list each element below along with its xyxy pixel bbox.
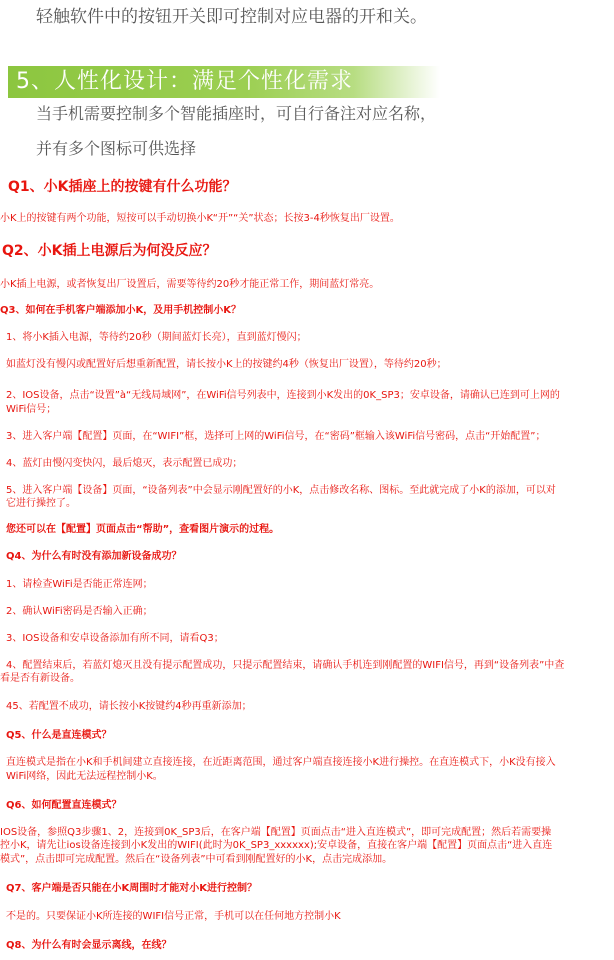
- faq-q7-title: Q7、客户端是否只能在小K周围时才能对小K进行控制？: [6, 883, 257, 894]
- intro-line-top: 轻触软件中的按钮开关即可控制对应电器的开和关。: [36, 7, 427, 27]
- faq-q3-title: Q3、如何在手机客户端添加小K，及用手机控制小K？: [0, 305, 241, 316]
- faq-q6-answer-line-3: 模式”，点击即可完成配置。然后在“设备列表”中可看到刚配置好的小K，点击完成添加。: [0, 854, 393, 865]
- faq-q4-item-1: 1、请检查WiFi是否能正常连网；: [6, 579, 153, 590]
- faq-q4-item-5: 45、若配置不成功，请长按小K按键约4秒再重新添加；: [6, 701, 252, 712]
- faq-q3-help-tip: 您还可以在【配置】页面点击“帮助”，查看图片演示的过程。: [6, 524, 280, 535]
- faq-q3-step-1-note: 如蓝灯没有慢闪或配置好后想重新配置，请长按小K上的按键约4秒（恢复出厂设置），等待约20秒；: [6, 359, 447, 370]
- faq-q2-answer: 小K插上电源，或者恢复出厂设置后，需要等待约20秒才能正常工作，期间蓝灯常亮。: [0, 279, 380, 290]
- faq-q4-title: Q4、为什么有时没有添加新设备成功？: [6, 551, 182, 562]
- faq-q3-step-4: 4、蓝灯由慢闪变快闪，最后熄灭，表示配置已成功；: [6, 458, 243, 469]
- faq-q4-item-4-line-1: 4、配置结束后，若蓝灯熄灭且没有提示配置成功，只提示配置结束，请确认手机连到刚配置的WIFI信号，再到“设备列表”中查: [6, 660, 565, 671]
- faq-q2-title: Q2、小K插上电源后为何没反应？: [2, 243, 217, 259]
- faq-q6-answer-line-2: 控小K，请先让ios设备连接到小K发出的WIFI(此时为0K_SP3_xxxxxx);安卓设备，直接在客户端【配置】页面点击“进入直连: [0, 840, 553, 851]
- faq-q6-answer-line-1: IOS设备，参照Q3步骤1、2，连接到0K_SP3后，在客户端【配置】页面点击“进入直连模式”，即可完成配置；然后若需要操: [0, 827, 552, 838]
- faq-q1-title: Q1、小K插座上的按键有什么功能？: [8, 179, 237, 195]
- faq-q3-step-3: 3、进入客户端【配置】页面，在“WIFI”框，选择可上网的WiFi信号，在“密码”框输入该WiFi信号密码，点击“开始配置”；: [6, 431, 546, 442]
- faq-q3-step-2-line-1: 2、IOS设备，点击“设置”à“无线局域网”，在WiFi信号列表中，连接到小K发出的0K_SP3；安卓设备，请确认已连到可上网的: [6, 390, 560, 401]
- faq-q4-item-4-line-2: 看是否有新设备。: [0, 673, 80, 684]
- faq-q5-title: Q5、什么是直连模式？: [6, 730, 112, 741]
- faq-q5-answer-line-2: WiFi网络，因此无法远程控制小K。: [6, 771, 163, 782]
- faq-q6-title: Q6、如何配置直连模式？: [6, 800, 122, 811]
- faq-q8-title: Q8、为什么有时会显示离线，在线？: [6, 940, 172, 951]
- faq-q5-answer-line-1: 直连模式是指在小K和手机间建立直接连接，在近距离范围，通过客户端直接连接小K进行操控。在直连模式下，小K没有接入: [6, 757, 556, 768]
- faq-q4-item-3: 3、IOS设备和安卓设备添加有所不同，请看Q3；: [6, 633, 224, 644]
- section-desc-line-2: 并有多个图标可供选择: [36, 139, 197, 158]
- faq-q3-step-5-line-2: 它进行操控了。: [6, 498, 76, 509]
- faq-q3-step-5-line-1: 5、进入客户端【设备】页面，“设备列表”中会显示刚配置好的小K，点击修改名称、图标。至此就完成了小K的添加，可以对: [6, 485, 556, 496]
- faq-q3-step-1: 1、将小K插入电源，等待约20秒（期间蓝灯长亮），直到蓝灯慢闪；: [6, 332, 307, 343]
- section-title: 5、人性化设计：满足个性化需求: [16, 69, 353, 94]
- faq-q7-answer: 不是的。只要保证小K所连接的WIFI信号正常，手机可以在任何地方控制小K: [6, 911, 341, 922]
- faq-q1-answer: 小K上的按键有两个功能，短按可以手动切换小K“开”“关”状态；长按3-4秒恢复出厂设置。: [0, 213, 400, 224]
- section-desc-line-1: 当手机需要控制多个智能插座时，可自行备注对应名称，: [36, 104, 437, 123]
- faq-q4-item-2: 2、确认WiFi密码是否输入正确；: [6, 606, 153, 617]
- faq-q3-step-2-line-2: WiFi信号；: [6, 404, 57, 415]
